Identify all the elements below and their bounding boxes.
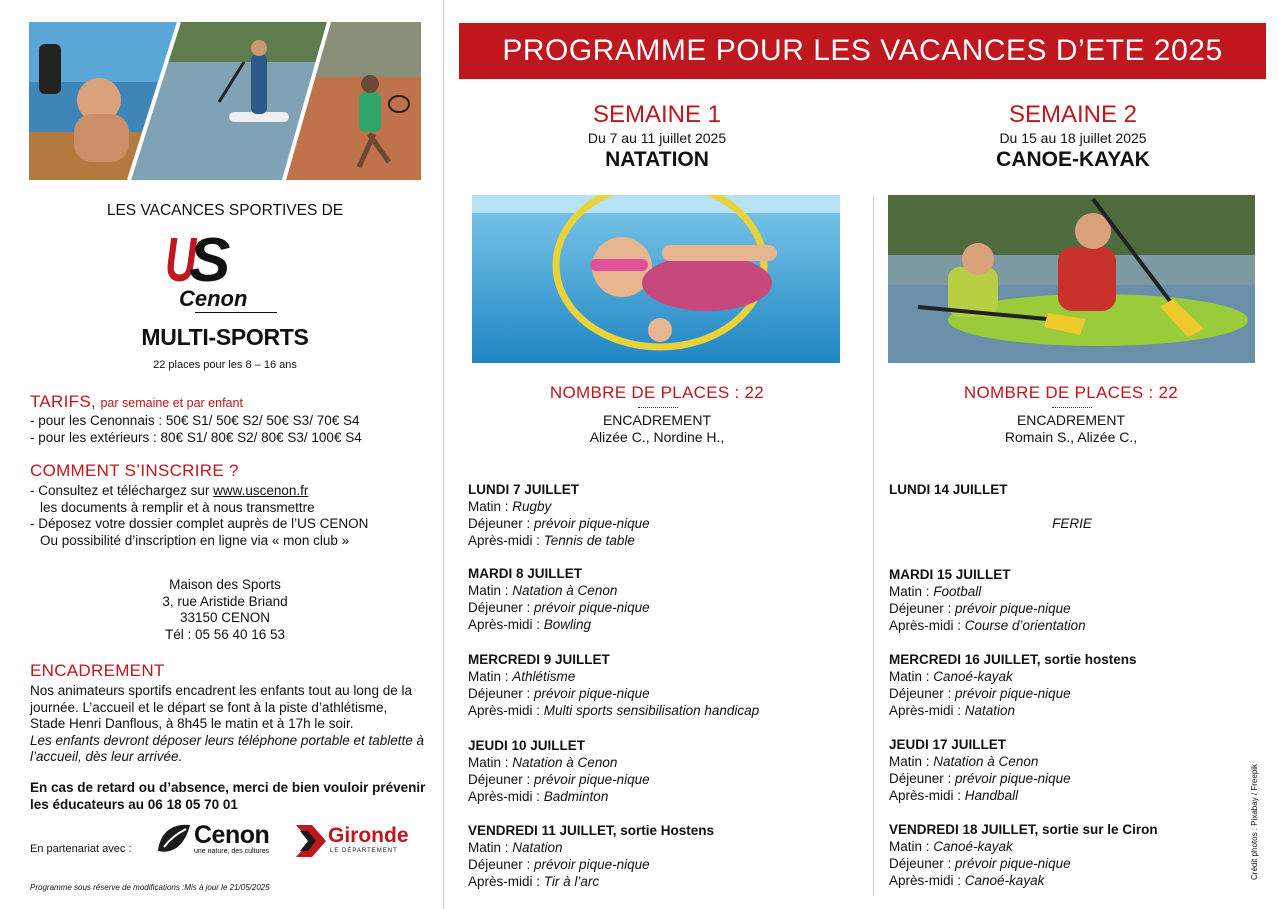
encadrement-line-6: En cas de retard ou d’absence, merci de bien vouloir prévenir	[30, 780, 426, 795]
apres-midi-label: Après-midi :	[468, 874, 544, 889]
tarifs-subtitle: par semaine et par enfant	[100, 396, 243, 410]
matin-value: Canoé-kayak	[933, 839, 1013, 854]
week-1-enc-names: Alizée C., Nordine H.,	[589, 429, 725, 445]
logo-underline	[195, 312, 277, 313]
cenon-leaf-icon	[156, 821, 192, 859]
matin-value: Rugby	[512, 499, 552, 514]
encadrement-line-5: l’accueil, dès leur arrivée.	[30, 749, 183, 764]
tarifs-title: TARIFS,	[30, 392, 97, 411]
encadrement-line-1: Nos animateurs sportifs encadrent les enfants tout au long de la	[30, 683, 412, 698]
address-line-3: 33150 CENON	[179, 610, 271, 625]
logo-city: Cenon	[179, 286, 248, 311]
week-2-enc-title: ENCADREMENT	[1016, 412, 1126, 428]
program-name: MULTI-SPORTS	[141, 324, 309, 350]
day-title: MERCREDI 16 JUILLET, sortie hostens	[889, 652, 1137, 667]
week-2-day-3	[889, 736, 1249, 804]
footer-note: Programme sous réserve de modifications :Mis à jour le 21/05/2025	[30, 883, 270, 892]
matin-label: Matin :	[468, 755, 513, 770]
week-2-day-1	[889, 566, 1249, 634]
week-2-holiday-title: LUNDI 14 JUILLET	[889, 482, 1008, 497]
day-title: JEUDI 10 JUILLET	[468, 738, 586, 753]
day-dejeuner	[889, 685, 1249, 702]
matin-value: Natation à Cenon	[512, 755, 618, 770]
encadrement-line-7: les éducateurs au 06 18 05 70 01	[30, 797, 238, 812]
dejeuner-label: Déjeuner :	[468, 772, 535, 787]
partners-label: En partenariat avec :	[30, 843, 132, 855]
address-line-4: Tél : 05 56 40 16 53	[164, 627, 286, 642]
week-1-dates: Du 7 au 11 juillet 2025	[587, 130, 727, 146]
dejeuner-label: Déjeuner :	[468, 600, 535, 615]
dejeuner-label: Déjeuner :	[889, 601, 956, 616]
day-dejeuner	[468, 685, 828, 702]
apres-midi-value: Tir à l’arc	[543, 874, 600, 889]
week-2-photo	[888, 195, 1255, 363]
matin-label: Matin :	[889, 754, 934, 769]
day-title: VENDREDI 11 JUILLET, sortie Hostens	[468, 823, 715, 838]
week-1-day-3	[468, 651, 828, 719]
encadrement-line-3: Stade Henri Danflous, à 8h45 le matin et à 17h le soir.	[30, 716, 354, 731]
week-2-places: NOMBRE DE PLACES : 22	[963, 383, 1179, 402]
week-divider	[873, 196, 874, 896]
gironde-partner-tagline: LE DÉPARTEMENT	[330, 848, 398, 854]
day-title: JEUDI 17 JUILLET	[889, 737, 1007, 752]
tarif-line-1: - pour les Cenonnais : 50€ S1/ 50€ S2/ 50€ S3/ 70€ S4	[30, 413, 360, 428]
inscription-line-3: - Déposez votre dossier complet auprès de l’US CENON	[30, 516, 369, 531]
week-2-dots	[1052, 407, 1092, 408]
encadrement-title: ENCADREMENT	[30, 661, 165, 680]
apres-midi-value: Multi sports sensibilisation handicap	[543, 703, 760, 718]
week-2-number: SEMAINE 2	[1008, 101, 1138, 128]
day-matin	[468, 839, 828, 856]
week-1-enc-title: ENCADREMENT	[602, 412, 712, 428]
matin-label: Matin :	[468, 499, 513, 514]
day-apres-midi	[889, 617, 1249, 634]
week-1-header	[472, 101, 842, 173]
apres-midi-value: Natation	[964, 703, 1016, 718]
day-title: VENDREDI 18 JUILLET, sortie sur le Ciron	[889, 822, 1158, 837]
inscription-line-1	[30, 482, 430, 499]
week-1-day-2	[468, 565, 828, 633]
week-2-enc-names: Romain S., Alizée C.,	[1004, 429, 1138, 445]
day-apres-midi	[468, 788, 828, 805]
inscription-line-2: les documents à remplir et à nous transmettre	[40, 500, 315, 515]
matin-value: Natation à Cenon	[512, 583, 618, 598]
matin-value: Athlétisme	[512, 669, 576, 684]
week-1-number: SEMAINE 1	[592, 101, 722, 128]
day-title: MERCREDI 9 JUILLET	[468, 652, 610, 667]
dejeuner-label: Déjeuner :	[468, 686, 535, 701]
week-2-dates: Du 15 au 18 juillet 2025	[999, 130, 1147, 146]
dejeuner-value: prévoir pique-nique	[955, 771, 1071, 786]
day-dejeuner	[468, 771, 828, 788]
uscenon-link[interactable]: www.uscenon.fr	[213, 483, 309, 498]
day-dejeuner	[889, 855, 1249, 872]
apres-midi-label: Après-midi :	[889, 618, 965, 633]
apres-midi-value: Tennis de table	[543, 533, 635, 548]
dejeuner-label: Déjeuner :	[468, 857, 535, 872]
matin-value: Canoé-kayak	[933, 669, 1013, 684]
tarif-line-2: - pour les extérieurs : 80€ S1/ 80€ S2/ 80€ S3/ 100€ S4	[30, 430, 362, 445]
tarifs-section	[30, 392, 430, 412]
week-1-places: NOMBRE DE PLACES : 22	[549, 383, 765, 402]
day-matin	[889, 753, 1249, 770]
week-1-day-4	[468, 737, 828, 805]
matin-label: Matin :	[468, 583, 513, 598]
week-2-holiday-text: FERIE	[1052, 516, 1092, 531]
apres-midi-value: Canoé-kayak	[964, 873, 1045, 888]
photo-credit: Crédit photos : Pixabay / Freepik	[1250, 763, 1259, 880]
logo-s: S	[189, 226, 228, 295]
apres-midi-label: Après-midi :	[889, 788, 965, 803]
encadrement-line-4: Les enfants devront déposer leurs téléphone portable et tablette à	[30, 733, 425, 748]
day-title: LUNDI 7 JUILLET	[468, 482, 580, 497]
inscription-title: COMMENT S’INSCRIRE ?	[30, 461, 239, 480]
dejeuner-label: Déjeuner :	[889, 686, 956, 701]
day-matin	[468, 498, 828, 515]
apres-midi-value: Course d’orientation	[964, 618, 1086, 633]
day-apres-midi	[889, 872, 1249, 889]
dejeuner-value: prévoir pique-nique	[534, 772, 650, 787]
matin-value: Natation	[512, 840, 563, 855]
day-dejeuner	[468, 856, 828, 873]
day-dejeuner	[468, 599, 828, 616]
day-dejeuner	[889, 770, 1249, 787]
places-line: 22 places pour les 8 – 16 ans	[153, 359, 297, 371]
matin-label: Matin :	[889, 669, 934, 684]
hero-photo-collage	[29, 22, 421, 180]
cenon-partner-logo	[156, 821, 286, 861]
cenon-partner-tagline: une nature, des cultures	[194, 848, 270, 855]
week-2-day-4	[889, 821, 1249, 889]
dejeuner-value: prévoir pique-nique	[955, 856, 1071, 871]
matin-label: Matin :	[889, 839, 934, 854]
day-matin	[468, 754, 828, 771]
day-matin	[889, 838, 1249, 855]
day-matin	[889, 668, 1249, 685]
day-title: MARDI 8 JUILLET	[468, 566, 583, 581]
apres-midi-label: Après-midi :	[889, 873, 965, 888]
day-apres-midi	[468, 702, 828, 719]
gironde-chevron-icon	[296, 825, 326, 857]
address-line-1: Maison des Sports	[169, 577, 281, 592]
left-header: LES VACANCES SPORTIVES DE	[106, 202, 344, 219]
matin-label: Matin :	[889, 584, 934, 599]
dejeuner-value: prévoir pique-nique	[534, 686, 650, 701]
dejeuner-label: Déjeuner :	[889, 856, 956, 871]
dejeuner-label: Déjeuner :	[468, 516, 535, 531]
week-2-header	[888, 101, 1258, 173]
day-matin	[468, 582, 828, 599]
day-matin	[889, 583, 1249, 600]
dejeuner-value: prévoir pique-nique	[955, 601, 1071, 616]
apres-midi-label: Après-midi :	[468, 789, 544, 804]
logo-u: U	[165, 226, 195, 295]
week-2-sport: CANOE-KAYAK	[996, 148, 1150, 171]
apres-midi-value: Handball	[964, 788, 1019, 803]
matin-value: Football	[933, 584, 982, 599]
dejeuner-value: prévoir pique-nique	[955, 686, 1071, 701]
week-2-day-2	[889, 651, 1249, 719]
us-cenon-logo	[165, 226, 285, 317]
day-matin	[468, 668, 828, 685]
dejeuner-value: prévoir pique-nique	[534, 516, 650, 531]
day-dejeuner	[889, 600, 1249, 617]
day-apres-midi	[889, 702, 1249, 719]
apres-midi-label: Après-midi :	[889, 703, 965, 718]
dejeuner-value: prévoir pique-nique	[534, 857, 650, 872]
program-banner: PROGRAMME POUR LES VACANCES D’ETE 2025	[459, 23, 1266, 79]
apres-midi-label: Après-midi :	[468, 617, 544, 632]
day-apres-midi	[889, 787, 1249, 804]
apres-midi-label: Après-midi :	[468, 703, 544, 718]
gironde-partner-logo	[296, 823, 421, 859]
week-1-photo	[472, 195, 840, 363]
encadrement-line-2: journée. L’accueil et le départ se font à la piste d’athlétisme,	[30, 700, 388, 715]
address-line-2: 3, rue Aristide Briand	[162, 594, 288, 609]
dejeuner-value: prévoir pique-nique	[534, 600, 650, 615]
inscription-line-4: Ou possibilité d’inscription en ligne via « mon club »	[40, 533, 350, 548]
apres-midi-value: Badminton	[543, 789, 609, 804]
cenon-partner-name: Cenon	[194, 821, 270, 849]
apres-midi-value: Bowling	[543, 617, 592, 632]
week-1-day-5	[468, 822, 828, 890]
inscription-line-1-text: - Consultez et téléchargez sur	[30, 483, 214, 498]
gironde-partner-name: Gironde	[328, 824, 409, 847]
day-apres-midi	[468, 532, 828, 549]
week-1-day-1	[468, 481, 828, 549]
apres-midi-label: Après-midi :	[468, 533, 544, 548]
matin-label: Matin :	[468, 669, 513, 684]
matin-label: Matin :	[468, 840, 513, 855]
day-apres-midi	[468, 616, 828, 633]
matin-value: Natation à Cenon	[933, 754, 1039, 769]
dejeuner-label: Déjeuner :	[889, 771, 956, 786]
week-1-dots	[638, 407, 678, 408]
day-title: MARDI 15 JUILLET	[889, 567, 1011, 582]
week-1-sport: NATATION	[605, 148, 709, 171]
day-apres-midi	[468, 873, 828, 890]
day-dejeuner	[468, 515, 828, 532]
column-divider	[443, 0, 444, 909]
